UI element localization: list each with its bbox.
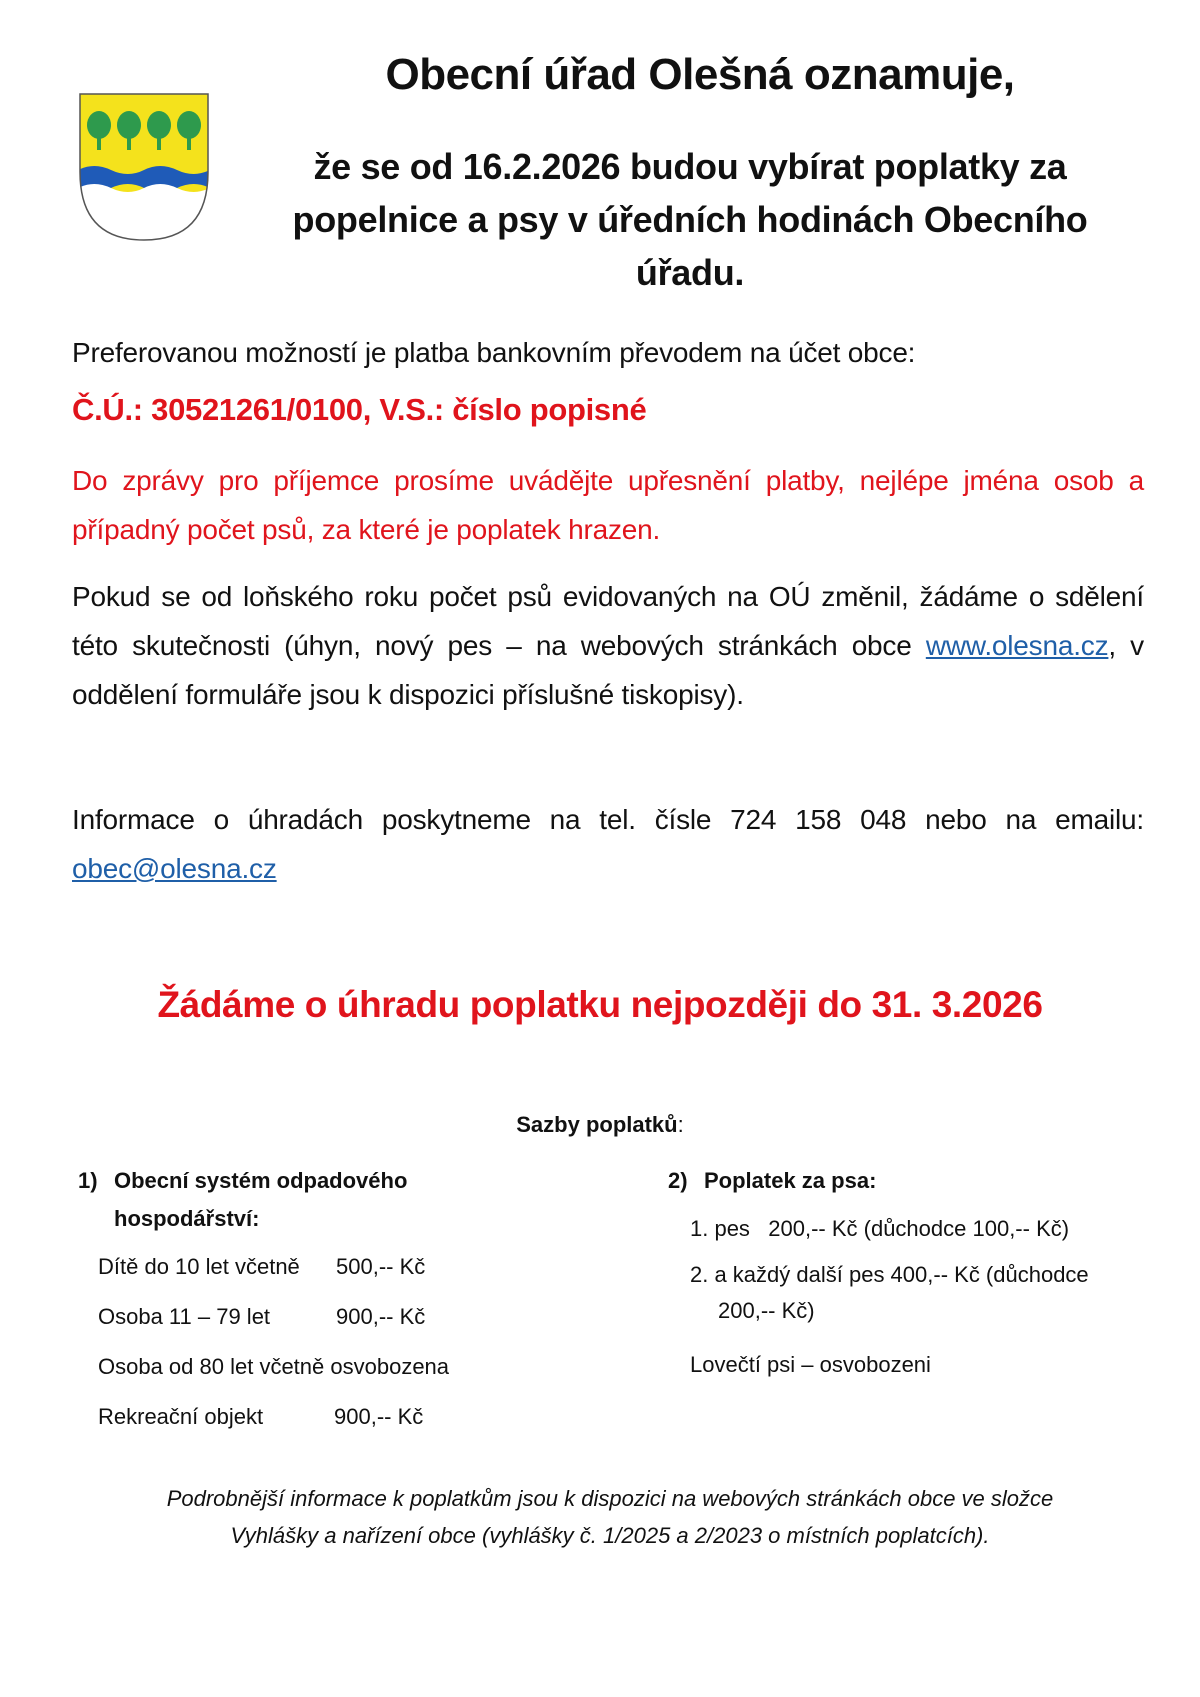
dogs-change-paragraph xyxy=(72,572,1144,719)
footer-line: Vyhlášky a nařízení obce (vyhlášky č. 1/2025 a 2/2023 o místních poplatcích). xyxy=(230,1523,990,1548)
rates-title xyxy=(0,1112,1200,1138)
waste-heading xyxy=(78,1162,558,1200)
payment-deadline: Žádáme o úhradu poplatku nejpozději do 31. 3.2026 xyxy=(157,984,1043,1025)
dog-rate-row-cont: 200,-- Kč) xyxy=(718,1298,815,1323)
dog-heading-text: Poplatek za psa: xyxy=(704,1168,877,1193)
rates-title-text: Sazby poplatků xyxy=(516,1112,678,1137)
subtitle-line: úřadu. xyxy=(635,252,745,293)
dog-rates-section xyxy=(668,1162,1148,1390)
rate-row xyxy=(98,1342,558,1392)
waste-heading-line: hospodářství: xyxy=(114,1206,260,1231)
dogs-change-text: Pokud se od loňského roku počet psů evidovaných na OÚ změnil, žádáme o sdělení této skutečnosti (úhyn, nový pes – na webových stránkách obce xyxy=(72,581,1144,661)
page-title: Obecní úřad Olešná oznamuje, xyxy=(385,50,1015,99)
rate-row xyxy=(98,1292,558,1342)
rate-price: 500,-- Kč xyxy=(336,1254,426,1279)
announcement-subtitle xyxy=(240,140,1140,299)
payment-note: Do zprávy pro příjemce prosíme uvádějte upřesnění platby, nejlépe jména osob a případný počet psů, za které je poplatek hrazen. xyxy=(72,465,1144,545)
email-link[interactable]: obec@olesna.cz xyxy=(72,853,277,884)
footer-line: Podrobnější informace k poplatkům jsou k dispozici na webových stránkách obce ve složce xyxy=(166,1486,1054,1511)
subtitle-line: že se od 16.2.2026 budou vybírat poplatky za xyxy=(313,146,1067,187)
rate-row xyxy=(98,1242,558,1292)
rate-label: Osoba od 80 let včetně osvobozena xyxy=(98,1354,450,1379)
footer-note xyxy=(60,1480,1160,1554)
dog-heading xyxy=(668,1162,1148,1200)
dog-rate-row: 2. a každý další pes 400,-- Kč (důchodce xyxy=(690,1262,1089,1287)
payment-intro: Preferovanou možností je platba bankovním převodem na účet obce: xyxy=(72,337,916,368)
rate-label: Osoba 11 – 79 let xyxy=(98,1304,271,1329)
rate-price: 900,-- Kč xyxy=(334,1404,424,1429)
website-link[interactable]: www.olesna.cz xyxy=(925,630,1109,661)
dog-exempt-row: Lovečtí psi – osvobozeni xyxy=(690,1352,931,1377)
dogs-change-text-end: , v oddělení formuláře jsou k dispozici příslušné tiskopisy). xyxy=(72,630,1144,710)
subtitle-line: popelnice a psy v úředních hodinách Obecního xyxy=(292,199,1088,240)
contact-paragraph xyxy=(72,795,1144,893)
bank-account-line: Č.Ú.: 30521261/0100, V.S.: číslo popisné xyxy=(72,392,647,427)
rate-row xyxy=(98,1392,558,1442)
rates-title-colon: : xyxy=(677,1112,684,1137)
section-number: 2) xyxy=(668,1168,688,1193)
section-number: 1) xyxy=(78,1168,98,1193)
waste-heading-line: Obecní systém odpadového xyxy=(114,1168,408,1193)
rate-label: Rekreační objekt xyxy=(98,1404,264,1429)
waste-rates-section xyxy=(78,1162,558,1442)
rate-price: 900,-- Kč xyxy=(336,1304,426,1329)
dog-rate-row: 1. pes 200,-- Kč (důchodce 100,-- Kč) xyxy=(690,1216,1070,1241)
contact-text: Informace o úhradách poskytneme na tel. čísle 724 158 048 nebo na emailu: xyxy=(72,804,1144,835)
municipal-crest-icon xyxy=(78,92,210,242)
rate-label: Dítě do 10 let včetně xyxy=(98,1254,300,1279)
